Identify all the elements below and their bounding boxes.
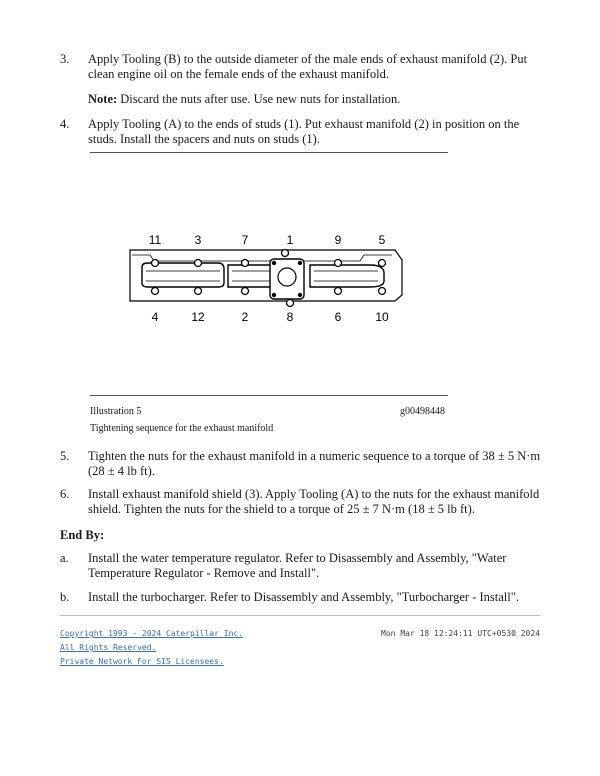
bottom-sequence-number-4: 4 — [151, 310, 159, 324]
step-text: Apply Tooling (B) to the outside diameter of the male ends of exhaust manifold (2). Put clean engine oil on the female ends of the exhaust manifold. — [88, 52, 528, 81]
top-sequence-number-7: 7 — [241, 233, 249, 247]
illustration-bottom-rule — [90, 395, 448, 396]
bottom-sequence-number-12: 12 — [191, 310, 205, 324]
bottom-sequence-number-2: 2 — [241, 310, 249, 324]
top-sequence-numbers — [149, 233, 386, 247]
end-by-item-a — [60, 551, 550, 581]
bottom-sequence-numbers — [152, 310, 389, 324]
illustration-caption: Tightening sequence for the exhaust manifold — [90, 423, 274, 434]
step-text: Apply Tooling (A) to the ends of studs (1). Put exhaust manifold (2) in position on the studs. Install the spacers and nuts on studs (1). — [88, 117, 520, 146]
exhaust-manifold-illustration — [120, 225, 410, 325]
step-6 — [60, 487, 550, 517]
item-letter: a. — [60, 551, 69, 565]
stud-nuts — [152, 250, 386, 307]
top-sequence-number-1: 1 — [286, 233, 294, 247]
footer-divider — [60, 615, 540, 616]
step-number: 6. — [60, 487, 70, 501]
bottom-sequence-number-8: 8 — [286, 310, 294, 324]
step-number: 5. — [60, 449, 70, 463]
end-by-heading: End By: — [60, 528, 105, 542]
step-number: 3. — [60, 52, 70, 66]
step-4 — [60, 117, 550, 147]
footer-timestamp: Mon Mar 18 12:24:11 UTC+0530 2024 — [381, 629, 540, 638]
step-5 — [60, 449, 550, 479]
note-text: Discard the nuts after use. Use new nuts for installation. — [117, 92, 401, 106]
top-sequence-number-11: 11 — [148, 233, 162, 247]
bottom-sequence-number-10: 10 — [375, 310, 389, 324]
copyright-link[interactable]: Copyright 1993 - 2024 Caterpillar Inc. — [60, 629, 244, 638]
step-text: Tighten the nuts for the exhaust manifold in a numeric sequence to a torque of 38 ± 5 N·m (28 ± 4 lb ft). — [88, 449, 541, 478]
top-sequence-number-9: 9 — [334, 233, 342, 247]
note — [88, 92, 400, 107]
step-text: Install exhaust manifold shield (3). Apply Tooling (A) to the nuts for the exhaust manifold shield. Tighten the nuts for the shield to a torque of 25 ± 7 N·m (18 ± 5 lb ft). — [88, 487, 540, 516]
bottom-sequence-number-6: 6 — [334, 310, 342, 324]
item-text: Install the water temperature regulator. Refer to Disassembly and Assembly, "Water Temperature Regulator - Remove and Install". — [88, 551, 507, 580]
step-3 — [60, 52, 550, 82]
footer-rights[interactable] — [60, 643, 156, 652]
network-link[interactable]: Private Network For SIS Licensees. — [60, 657, 224, 666]
rights-link[interactable]: All Rights Reserved. — [60, 643, 157, 652]
item-text: Install the turbocharger. Refer to Disassembly and Assembly, "Turbocharger - Install". — [88, 590, 519, 604]
illustration-label: Illustration 5 — [90, 406, 142, 417]
step-number: 4. — [60, 117, 70, 131]
top-sequence-number-5: 5 — [378, 233, 386, 247]
item-letter: b. — [60, 590, 70, 604]
end-by-item-b — [60, 590, 550, 605]
footer-copyright[interactable] — [60, 629, 243, 638]
illustration-id: g00498448 — [400, 406, 445, 417]
footer-network[interactable] — [60, 657, 224, 666]
illustration-top-rule — [90, 152, 448, 153]
top-sequence-number-3: 3 — [194, 233, 202, 247]
note-label: Note: — [88, 92, 118, 106]
